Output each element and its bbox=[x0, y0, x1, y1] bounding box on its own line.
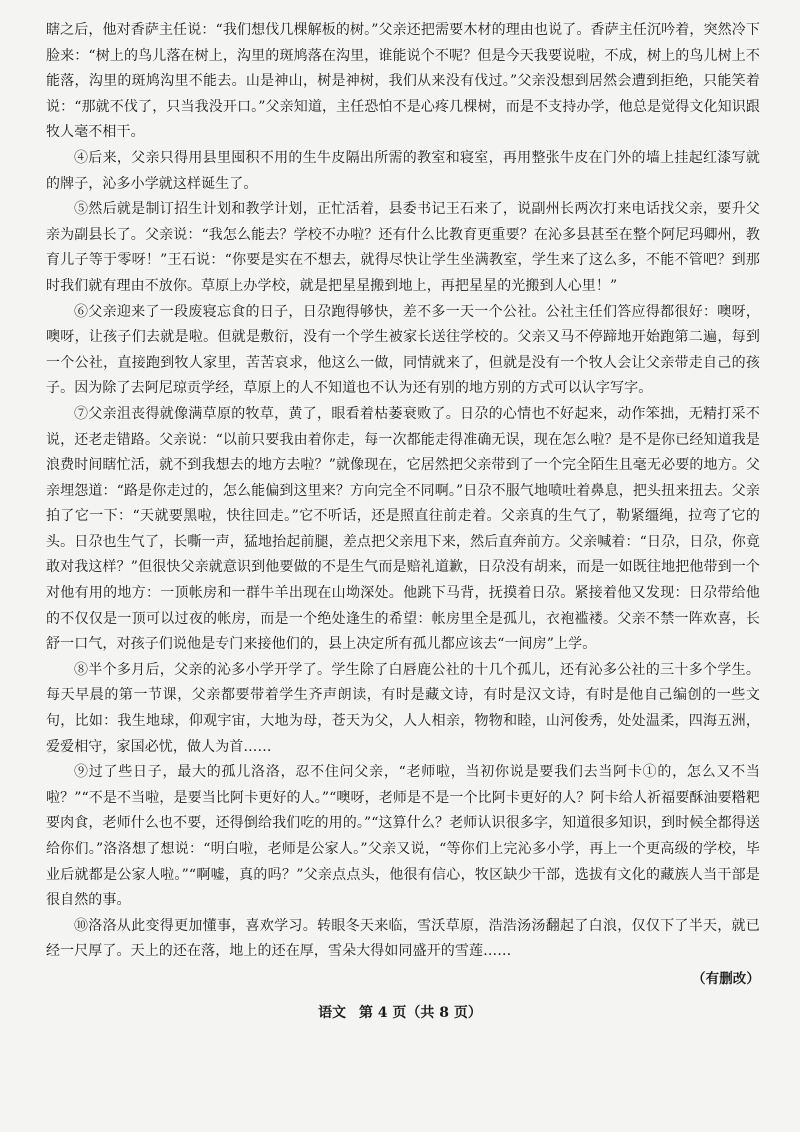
paragraph: ⑦父亲沮丧得就像满草原的牧草，黄了，眼看着枯萎衰败了。日尕的心情也不好起来，动作笨拙，无精打采不说，还老走错路。父亲说：“以前只要我由着你走，每一次都能走得准确无误，现在怎么啦？是不是你已经知道我是浪费时间瞎忙活，就不到我想去的地方去啦？”就像现在，它居然把父亲带到了一个完全陌生且毫无必要的地方。父亲埋怨道：“路是你走过的，怎么能偏到这里来？方向完全不同啊。”日尕不服气地喷吐着鼻息，把头扭来扭去。父亲拍了它一下：“天就要黑啦，快往回走。”它不听话，还是照直往前走着。父亲真的生气了，勒紧缰绳，拉弯了它的头。日尕也生气了，长嘶一声，猛地抬起前腿，差点把父亲甩下来，然后直奔前方。父亲喊着：“日尕，日尕，你竟敢对我这样？”但很快父亲就意识到他要做的不是生气而是赔礼道歉，日尕没有胡来，而是一如既往地把他带到一个对他有用的地方：一顶帐房和一群牛羊出现在山坳深处。他跳下马背，抚摸着日尕。紧接着他又发现：日尕带给他的不仅仅是一顶可以过夜的帐房，而是一个绝处逢生的希望：帐房里全是孤儿，衣袍褴褛。父亲不禁一阵欢喜，长舒一口气，对孩子们说他是专门来接他们的，县上决定所有孤儿都应该去“一间房”上学。 bbox=[46, 405, 760, 653]
paragraph: ⑧半个多月后，父亲的沁多小学开学了。学生除了白唇鹿公社的十几个孤儿，还有沁多公社的三十多个学生。每天早晨的第一节课，父亲都要带着学生齐声朗读，有时是藏文诗，有时是汉文诗，有时是他自己编创的一些文句，比如：我生地球，仰观宇宙，大地为母，苍天为父，人人相亲，物物和睦，山河俊秀，处处温柔，四海五洲，爱爱相守，家国必忧，做人为首…… bbox=[46, 661, 760, 755]
revision-note: （有删改） bbox=[692, 970, 760, 987]
paragraph: ⑩洛洛从此变得更加懂事，喜欢学习。转眼冬天来临，雪沃草原，浩浩汤汤翻起了白浪，仅仅下了半天，就已经一尺厚了。天上的还在落，地上的还在厚，雪朵大得如同盛开的雪莲…… bbox=[46, 917, 760, 960]
page-footer bbox=[0, 1002, 800, 1022]
footer-subject: 语文 bbox=[318, 1005, 347, 1021]
paragraph: ⑤然后就是制订招生计划和教学计划，正忙活着，县委书记王石来了，说副州长两次打来电话找父亲，要升父亲为副县长了。父亲说：“我怎么能去？学校不办啦？还有什么比教育更重要？在沁多县甚至在整个阿尼玛卿州，教育儿子等于零呀！”王石说：“你要是实在不想去，就得尽快让学生坐满教室，学生来了这么多，不能不管吧？到那时我们就有理由不放你。草原上办学校，就是把星星搬到地上，再把星星的光搬到人心里！” bbox=[46, 201, 760, 294]
footer-page-number: 第 4 页（共 8 页） bbox=[358, 1005, 482, 1021]
paragraph: 瞎之后，他对香萨主任说：“我们想伐几棵解板的树。”父亲还把需要木材的理由也说了。香萨主任沉吟着，突然冷下脸来：“树上的鸟儿落在树上，沟里的斑鸠落在沟里，谁能说个不呢？但是今天我要说啦，不成，树上的鸟儿树上不能落，沟里的斑鸠沟里不能去。山是神山，树是神树，我们从来没有伐过。”父亲没想到居然会遭到拒绝，只能笑着说：“那就不伐了，只当我没开口。”父亲知道，主任恐怕不是心疼几棵树，而是不支持办学，他总是觉得文化知识跟牧人毫不相干。 bbox=[46, 22, 760, 141]
paragraph: ⑨过了些日子，最大的孤儿洛洛，忍不住问父亲，“老师啦，当初你说是要我们去当阿卡①的，怎么又不当啦？”“不是不当啦，是要当比阿卡更好的人。”“噢呀，老师是不是一个比阿卡更好的人？阿卡给人祈福要酥油要糌粑要肉食，老师什么也不要，还得倒给我们吃的用的。”“这算什么？老师认识很多字，知道很多知识，到时候全都得送给你们。”洛洛想了想说：“明白啦，老师是公家人。”父亲又说，“等你们上完沁多小学，再上一个更高级的学校，毕业后就都是公家人啦。”“啊嘘，真的吗？”父亲点点头，他很有信心，牧区缺少干部，选拔有文化的藏族人当干部是很自然的事。 bbox=[46, 764, 760, 909]
paragraph: ⑥父亲迎来了一段废寝忘食的日子，日尕跑得够快，差不多一天一个公社。公社主任们答应得都很好：噢呀，噢呀，让孩子们去就是啦。但就是敷衍，没有一个学生被家长送往学校的。父亲又马不停蹄地开始跑第二遍，每到一个公社，直接跑到牧人家里，苦苦哀求，他这么一做，同情就来了，但就是没有一个牧人会让父亲带走自己的孩子。因为除了去阿尼琼贡学经，草原上的人不知道也不认为还有别的地方别的方式可以认字写字。 bbox=[46, 303, 760, 397]
reading-passage bbox=[46, 18, 760, 993]
paragraph: ④后来，父亲只得用县里囤积不用的生牛皮隔出所需的教室和寝室，再用整张牛皮在门外的墙上挂起红漆写就的牌子，沁多小学就这样诞生了。 bbox=[46, 149, 760, 192]
